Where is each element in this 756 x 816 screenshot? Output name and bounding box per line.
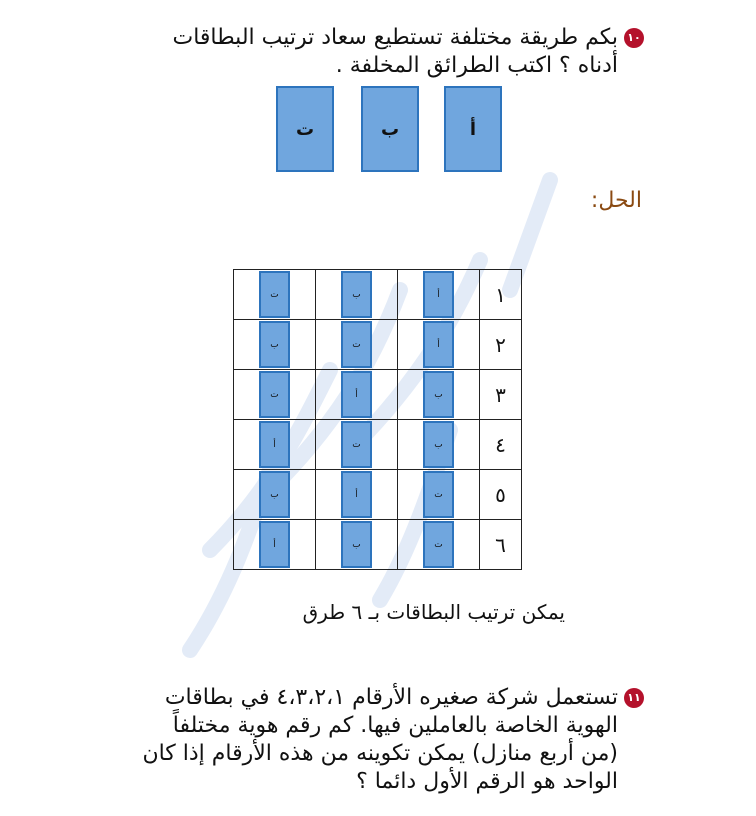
- letter-card: أ: [259, 421, 290, 468]
- letter-card: ب: [423, 421, 454, 468]
- row-number: ٢: [480, 320, 522, 370]
- table-row: [234, 520, 522, 570]
- table-cell: [398, 420, 480, 470]
- table-cell: [398, 370, 480, 420]
- table-row: [234, 370, 522, 420]
- question-text-line: أدناه ؟ اكتب الطرائق المخلفة .: [335, 53, 618, 78]
- letter-card: أ: [423, 321, 454, 368]
- table-row: [234, 270, 522, 320]
- letter-card: ب: [341, 271, 372, 318]
- letter-card: ت: [423, 521, 454, 568]
- card-alif: أ: [444, 86, 502, 172]
- table-cell: [234, 320, 316, 370]
- question-text-line: تستعمل شركة صغيره الأرقام ٤،٣،٢،١ في بطاقات: [164, 685, 618, 710]
- question-10: [173, 24, 645, 80]
- table-cell: [234, 370, 316, 420]
- table-cell: [234, 420, 316, 470]
- table-cell: [316, 520, 398, 570]
- letter-card: ت: [423, 471, 454, 518]
- letter-card: ت: [259, 271, 290, 318]
- card-ba: ب: [361, 86, 419, 172]
- table-cell: [316, 420, 398, 470]
- table-cell: [316, 370, 398, 420]
- table-cell: [398, 320, 480, 370]
- letter-card: ب: [423, 371, 454, 418]
- table-cell: [316, 470, 398, 520]
- solution-label: الحل:: [590, 188, 642, 213]
- table-cell: [398, 470, 480, 520]
- table-cell: [234, 270, 316, 320]
- question-text-line: الهوية الخاصة بالعاملين فيها. كم رقم هوية مختلفاً: [172, 713, 618, 738]
- table-row: [234, 320, 522, 370]
- table-row: [234, 470, 522, 520]
- question-text-line: الواحد هو الرقم الأول دائما ؟: [356, 769, 618, 794]
- table-cell: [398, 520, 480, 570]
- answer-text: يمكن ترتيب البطاقات بـ ٦ طرق: [302, 600, 565, 624]
- row-number: ٤: [480, 420, 522, 470]
- table-cell: [234, 470, 316, 520]
- letter-card: ت: [259, 371, 290, 418]
- letter-card: أ: [341, 371, 372, 418]
- letter-card: أ: [341, 471, 372, 518]
- permutation-table: [233, 269, 522, 570]
- letter-card: ت: [341, 421, 372, 468]
- letter-card: أ: [259, 521, 290, 568]
- letter-card: ب: [341, 521, 372, 568]
- table-row: [234, 420, 522, 470]
- question-text-line: بكم طريقة مختلفة تستطيع سعاد ترتيب البطاقات: [172, 25, 618, 50]
- table-cell: [316, 270, 398, 320]
- table-cell: [234, 520, 316, 570]
- row-number: ١: [480, 270, 522, 320]
- table-cell: [398, 270, 480, 320]
- question-text-line: (من أربع منازل) يمكن تكوينه من هذه الأرقام إذا كان: [142, 741, 618, 766]
- row-number: ٦: [480, 520, 522, 570]
- card-ta: ت: [276, 86, 334, 172]
- letter-card: ت: [341, 321, 372, 368]
- question-number-badge: ١١: [624, 688, 644, 708]
- table-cell: [316, 320, 398, 370]
- letter-card: ب: [259, 321, 290, 368]
- row-number: ٥: [480, 470, 522, 520]
- letter-card: ب: [259, 471, 290, 518]
- question-11: [142, 684, 644, 796]
- question-number-badge: ١٠: [624, 28, 644, 48]
- row-number: ٣: [480, 370, 522, 420]
- letter-card: أ: [423, 271, 454, 318]
